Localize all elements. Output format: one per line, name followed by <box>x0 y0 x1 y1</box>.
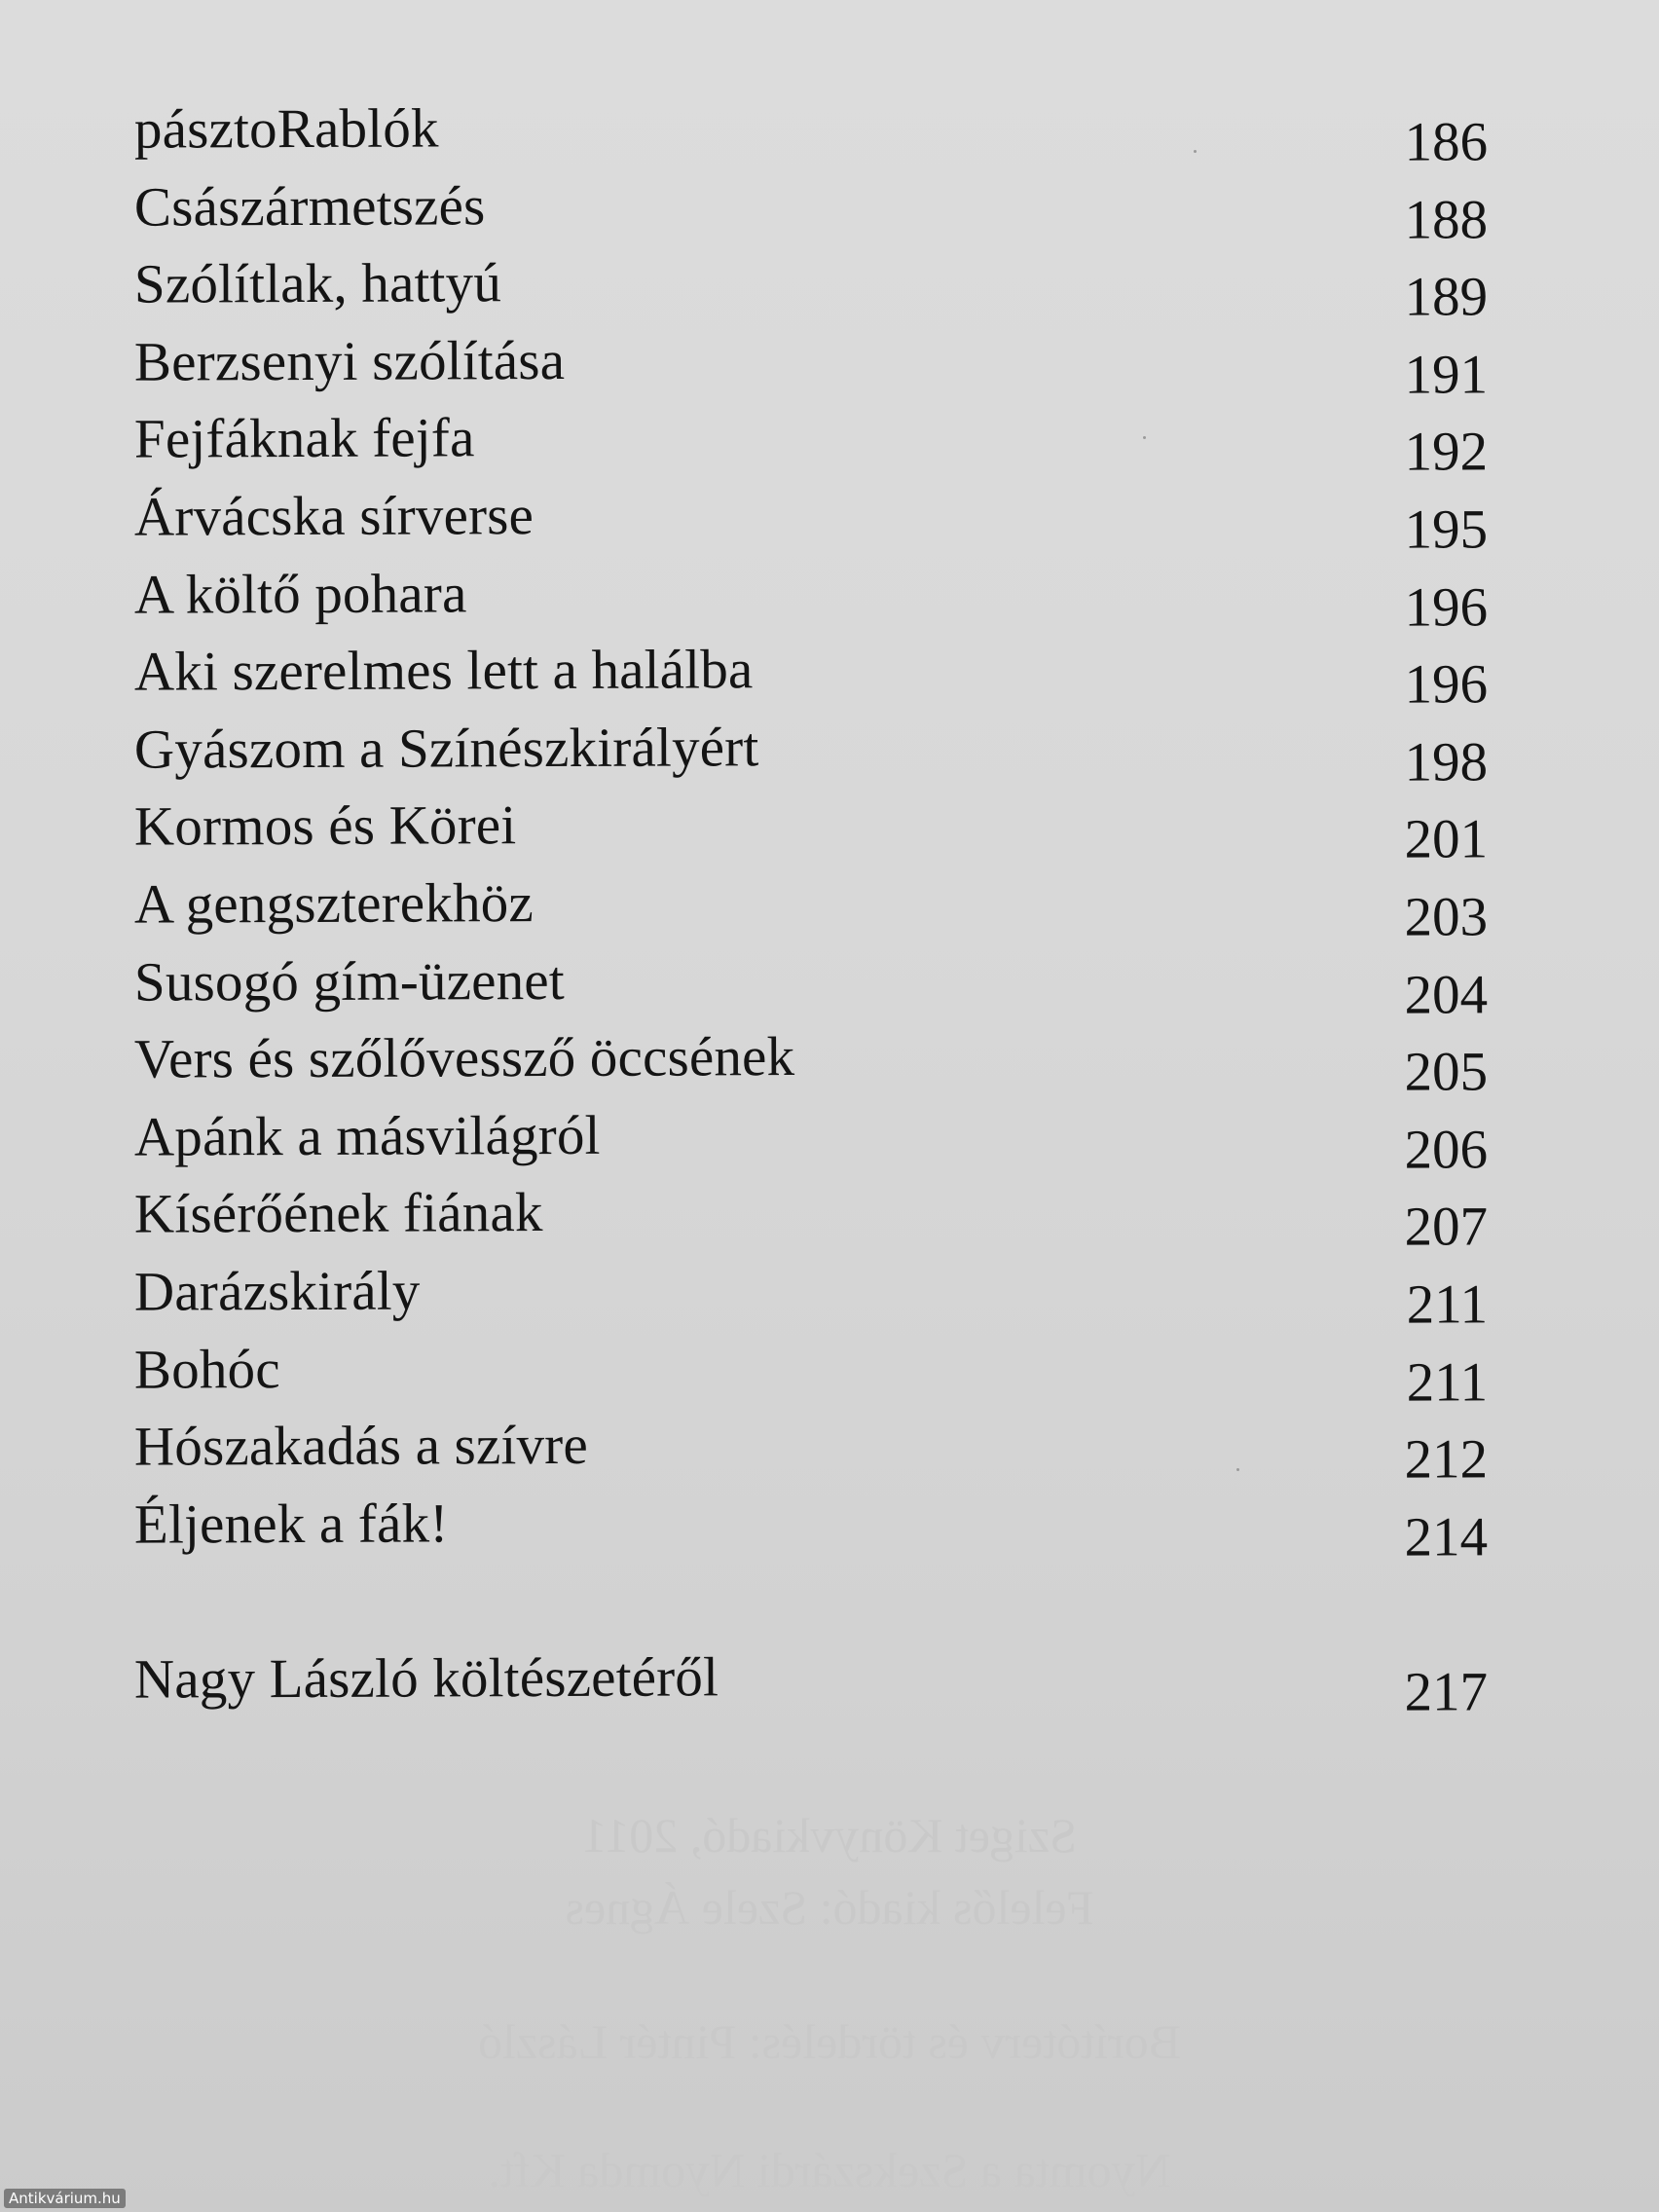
imprint-line-publisher: Sziget Könyvkiadó, 2011 <box>582 1808 1077 1862</box>
toc-entry-title: Éljenek a fák! <box>133 1493 449 1556</box>
paper-speck <box>1143 436 1146 439</box>
toc-entry <box>134 480 1488 563</box>
toc-entry-page: 198 <box>1404 731 1489 793</box>
toc-entry-title: Császármetszés <box>133 174 486 239</box>
toc-entry-title: Darázskirály <box>133 1260 421 1323</box>
toc-entry <box>134 945 1488 1028</box>
toc-entry-page: 201 <box>1404 808 1489 871</box>
toc-entry <box>134 1333 1488 1416</box>
toc-entry-title: A gengszterekhöz <box>133 872 535 936</box>
toc-entry-page: 191 <box>1404 344 1489 406</box>
toc-entry-title: Gyászom a Színészkirályért <box>133 716 759 781</box>
toc-entry-title: pásztoRablók <box>133 97 439 161</box>
toc-entry <box>134 713 1488 795</box>
toc-entry-page: 186 <box>1404 111 1489 173</box>
toc-entry <box>134 558 1488 641</box>
toc-entry-page: 207 <box>1404 1196 1489 1258</box>
toc-entry-title: Bohóc <box>133 1338 280 1401</box>
toc-entry-page: 217 <box>1404 1661 1489 1723</box>
toc-entry-page: 211 <box>1406 1273 1489 1336</box>
toc-entry-title: Vers és szőlővessző öccsének <box>133 1026 795 1090</box>
toc-entry <box>134 248 1488 331</box>
toc-entry <box>134 170 1488 253</box>
toc-entry-page: 214 <box>1404 1506 1489 1568</box>
toc-entry-page: 196 <box>1404 575 1489 639</box>
toc-entry <box>134 1022 1488 1105</box>
toc-entry-title: Szólítlak, hattyú <box>133 252 502 315</box>
imprint-line-printer: Nyomta a Szekszárdi Nyomda Kft. <box>488 2143 1171 2197</box>
toc-entry-page: 212 <box>1404 1428 1489 1491</box>
toc-entry-title: Susogó gím-üzenet <box>133 949 566 1014</box>
toc-afterword-entry <box>134 1643 1488 1726</box>
toc-entry-page: 192 <box>1404 421 1489 484</box>
toc-spacer <box>134 1567 1488 1645</box>
imprint-line-design: Borítóterv és tördelés: Pintér László <box>477 2014 1182 2069</box>
toc-entry-title: Kísérőének fiának <box>133 1182 543 1245</box>
toc-entry-title: Kormos és Körei <box>133 794 517 859</box>
imprint-line-responsible: Felelős kiadó: Szele Ágnes <box>565 1880 1094 1935</box>
paper-speck <box>1236 1468 1239 1471</box>
toc-entry <box>134 1255 1488 1338</box>
toc-entry <box>134 791 1488 873</box>
toc-entry <box>134 403 1488 486</box>
toc-entry-page: 188 <box>1404 188 1489 251</box>
toc-entry-title: Nagy László költészetéről <box>133 1646 719 1711</box>
toc-entry <box>134 867 1488 950</box>
toc-entry-page: 204 <box>1404 963 1489 1026</box>
toc-entry <box>134 1100 1488 1183</box>
watermark-logo: Antikvárium.hu <box>4 2189 126 2208</box>
toc-entry <box>134 1178 1488 1261</box>
toc-entry-page: 206 <box>1404 1119 1489 1181</box>
toc-entry-page: 195 <box>1404 498 1489 561</box>
toc-entry-page: 203 <box>1404 886 1489 948</box>
toc-entry-title: A költő pohara <box>133 562 467 626</box>
toc-entry-title: Berzsenyi szólítása <box>133 329 566 393</box>
toc-entry-title: Aki szerelmes lett a halálba <box>133 639 754 703</box>
toc-entry <box>134 325 1488 408</box>
paper-speck <box>1194 150 1197 153</box>
toc-entry <box>134 635 1488 718</box>
table-of-contents <box>134 95 1488 1723</box>
toc-entry-title: Apánk a másvilágról <box>133 1104 601 1168</box>
toc-entry-page: 189 <box>1404 266 1489 328</box>
toc-entry-title: Hószakadás a szívre <box>133 1414 589 1478</box>
toc-entry-title: Árvácska sírverse <box>133 485 535 548</box>
toc-entry <box>134 92 1488 175</box>
toc-entry <box>134 1410 1488 1493</box>
toc-entry-page: 196 <box>1404 653 1489 716</box>
toc-entry-title: Fejfáknak fejfa <box>133 407 475 471</box>
toc-entry <box>134 1488 1488 1570</box>
toc-entry-page: 211 <box>1406 1350 1489 1414</box>
toc-entry-page: 205 <box>1404 1041 1489 1103</box>
